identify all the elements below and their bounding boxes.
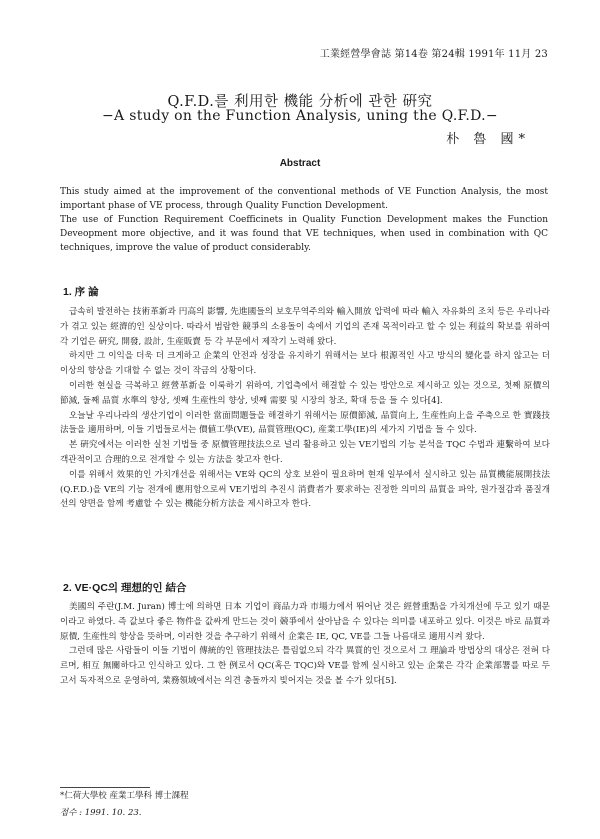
- received-date: 접수 : 1991. 10. 23.: [60, 808, 142, 818]
- section-body-introduction: [60, 305, 550, 512]
- body-paragraph: 이러한 현실을 극복하고 經營革新을 이룩하기 위하여, 기업측에서 해결할 수 있는 방안으로 제시하고 있는 것으로, 첫째 原價의 節減, 둘째 品質 水準의 향상, 셋째 生産性의 향상, 넷째 需要 및 시장의 창조, 확대 등을 들 수 있다[4].: [60, 380, 550, 406]
- section-body-ve-qc: [60, 600, 550, 689]
- abstract-body: [60, 185, 548, 255]
- section-heading-ve-qc: 2. VE·QC의 理想的인 結合: [63, 582, 187, 594]
- body-paragraph: 하지만 그 이익을 더욱 더 크게하고 企業의 안전과 성장을 유지하기 위해서는 보다 根源적인 사고 방식의 變化를 하지 않고는 더 이상의 향상을 기대할 수 없는 것이 작금의 상황이다.: [60, 351, 550, 377]
- author-name: 朴 魯 國*: [446, 132, 530, 147]
- section-heading-introduction: 1. 序 論: [63, 286, 99, 298]
- abstract-paragraph: The use of Function Requirement Coefficinets in Quality Function Development makes the Function Deveopment more objective, and it was found that VE techniques, when used in combination with QC techniques, improve the value of product considerably.: [60, 215, 548, 253]
- body-paragraph: 美國의 주란(J.M. Juran) 博士에 의하면 日本 기업이 商品力과 市場力에서 뛰어난 것은 經營重點을 가치개선에 두고 있기 때문이라고 하였다. 즉 값보다 좋은 物件을 값싸게 만드는 것이 競爭에서 살아남을 수 있다는 의미를 내포하고 있다. 이것은 바로 品質과 原價, 生産性의 향상을 뜻하며, 이러한 것을 추구하기 위해서 企業은 IE, QC, VE를 그들 나름대로 適用시켜 왔다.: [60, 602, 550, 642]
- body-paragraph: 이를 위해서 效果的인 가치개선을 위해서는 VE와 QC의 상호 보완이 필요하며 현재 일부에서 실시하고 있는 品質機能展開技法(Q.F.D.)을 VE의 기능 전개에 應用함으로써 VE기법의 추진시 消費者가 要求하는 진정한 의미의 品質을 파악, 원가절감과 품질개선의 양면을 함께 考慮할 수 있는 機能分析方法을 제시하고자 한다.: [60, 469, 550, 510]
- abstract-paragraph: This study aimed at the improvement of the conventional methods of VE Function Analysis, the most important phase of VE process, through Quality Function Development.: [60, 187, 548, 211]
- body-paragraph: 오늘날 우리나라의 생산기업이 이러한 當面問題들을 해결하기 위해서는 原價節減, 品質向上, 生産性向上을 주축으로 한 實踐技法들을 適用하며, 이들 기법들로서는 價値工學(VE), 品質管理(QC), 産業工學(IE)의 세가지 기법을 들 수 있다.: [60, 410, 550, 436]
- running-header: 工業經營學會誌 第14卷 第24輯 1991年 11月 23: [319, 49, 548, 60]
- body-paragraph: 본 硏究에서는 이러한 실천 기법들 중 原價管理技法으로 널리 활용하고 있는 VE기법의 기능 분석을 TQC 수법과 連繫하여 보다 객관적이고 合理的으로 전개할 수 있는 方法을 찾고자 한다.: [60, 440, 550, 465]
- footnote-affiliation: *仁荷大學校 産業工學科 博士課程: [60, 791, 189, 801]
- paper-title-english: −A study on the Function Analysis, uning the Q.F.D.−: [102, 108, 498, 124]
- body-paragraph: 급속히 발전하는 技術革新과 円高의 影響, 先進國들의 보호무역주의와 輸入開放 압력에 따라 輸入 자유화의 조치 등은 우리나라가 겪고 있는 經濟的인 실상이다. 따라서 범람한 競爭의 소용돌이 속에서 기업의 존재 목적이라고 할 수 있는 利益의 확보를 위하여 각 기업은 硏究, 開發, 設計, 生産販賣 등 각 부문에서 제작기 노력해 왔다.: [60, 307, 550, 347]
- footnote-divider: [60, 787, 150, 788]
- body-paragraph: 그런데 많은 사람들이 이들 기법이 傳統的인 管理技法은 틀림없으되 각각 異質的인 것으로서 그 理論과 방법상의 대상은 전혀 다르며, 相互 無關하다고 인식하고 있다. 그 한 例로서 QC(혹은 TQC)와 VE를 함께 실시하고 있는 企業은 각각 企業部署를 따로 두고서 독자적으로 운영하여, 業務領域에서는 의견 충돌까지 빚어지는 것을 볼 수가 있다[5].: [60, 646, 550, 686]
- paper-title-korean: Q.F.D.를 利用한 機能 分析에 관한 硏究: [167, 94, 433, 110]
- abstract-heading: Abstract: [279, 158, 321, 169]
